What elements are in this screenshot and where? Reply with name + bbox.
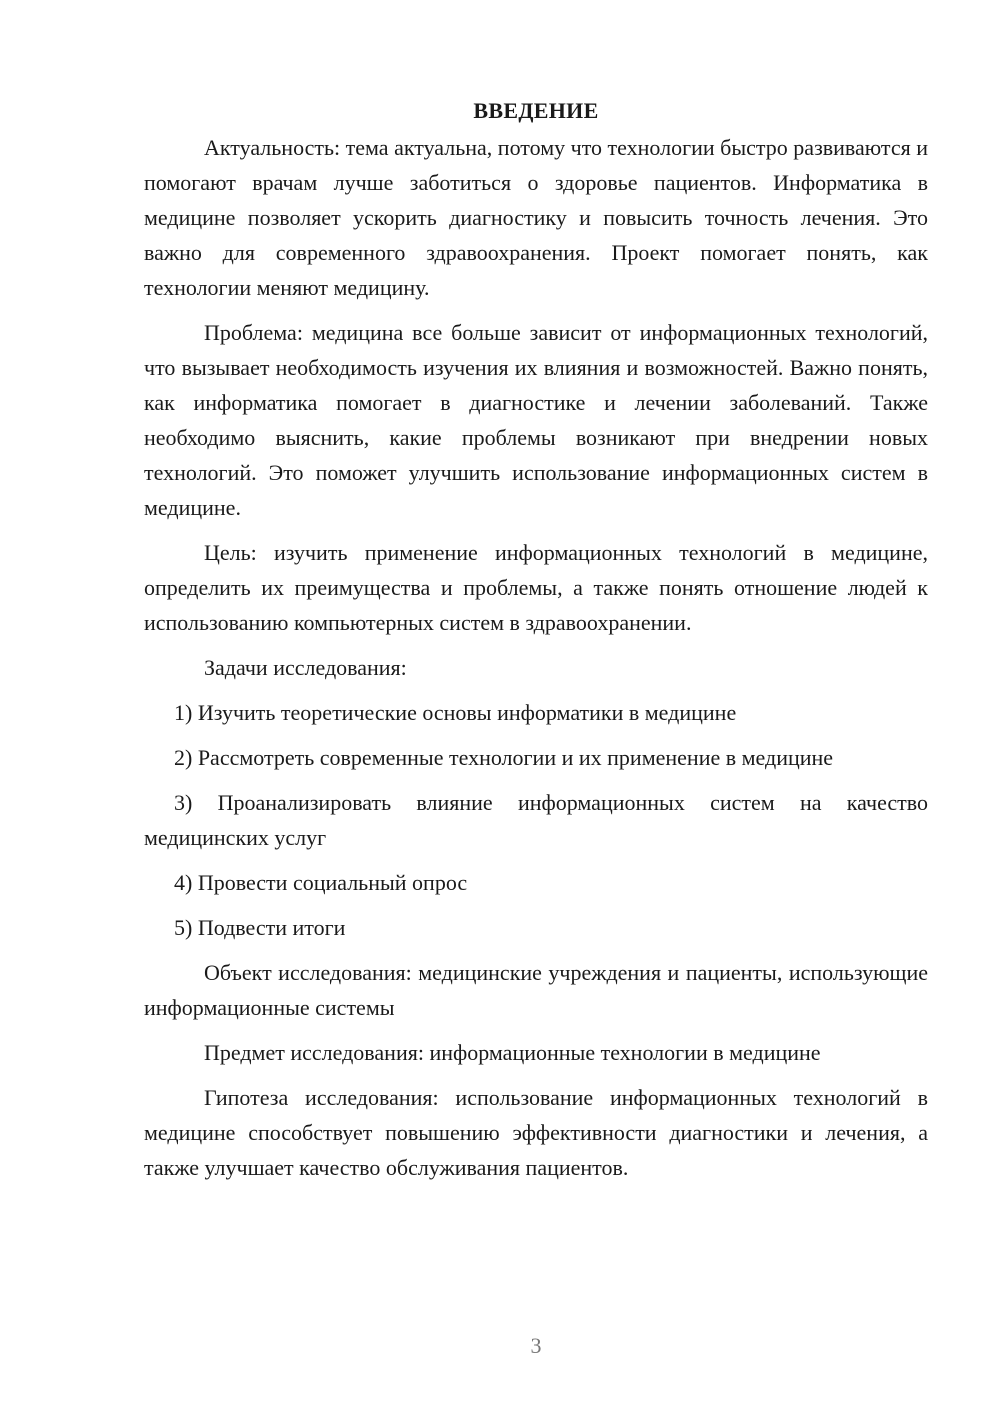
paragraph-goal: Цель: изучить применение информационных технологий в медицине, определить их преимущества и проблемы, а также понять отношение людей к использованию компьютерных систем в здравоохранении. [144, 540, 928, 635]
paragraph-problem: Проблема: медицина все больше зависит от информационных технологий, что вызывает необходимость изучения их влияния и возможностей. Важно понять, как информатика помогает в диагностике и лечении заболеваний. Также необходимо выяснить, какие проблемы возникают при внедрении новых технологий. Это поможет улучшить использование информационных систем в медицине. [144, 320, 928, 520]
page-content [144, 94, 928, 1195]
paragraph-subject: Предмет исследования: информационные технологии в медицине [204, 1040, 821, 1065]
task-item-1: 1) Изучить теоретические основы информатики в медицине [174, 700, 737, 725]
paragraph-relevance: Актуальность: тема актуальна, потому что технологии быстро развиваются и помогают врачам лучше заботиться о здоровье пациентов. Информатика в медицине позволяет ускорить диагностику и повысить точность лечения. Это важно для современного здравоохранения. Проект помогает понять, как технологии меняют медицину. [144, 135, 928, 300]
task-item-3: 3) Проанализировать влияние информационных систем на качество медицинских услуг [144, 790, 928, 850]
task-item-4: 4) Провести социальный опрос [174, 870, 468, 895]
paragraph-object: Объект исследования: медицинские учреждения и пациенты, использующие информационные системы [144, 960, 928, 1020]
task-item-5: 5) Подвести итоги [174, 915, 346, 940]
task-item-2: 2) Рассмотреть современные технологии и их применение в медицине [174, 745, 834, 770]
paragraph-hypothesis: Гипотеза исследования: использование информационных технологий в медицине способствует повышению эффективности диагностики и лечения, а также улучшает качество обслуживания пациентов. [144, 1085, 928, 1180]
tasks-heading: Задачи исследования: [204, 655, 407, 680]
section-title: ВВЕДЕНИЕ [473, 98, 599, 123]
page-number: 3 [530, 1333, 542, 1358]
